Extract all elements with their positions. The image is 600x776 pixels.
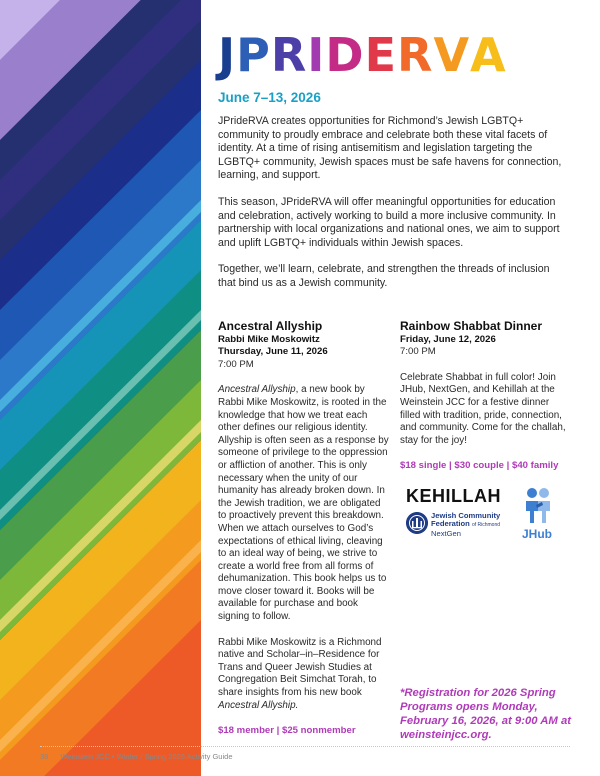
federation-line2: Federation [431,519,470,529]
event-date: Friday, June 12, 2026 [400,333,496,345]
federation-nextgen-logo [406,512,506,544]
event-description: Celebrate Shabbat in full color! Join JHub, NextGen, and Kehillah at the Weinstein JCC for a festive dinner filled with tradition, pride, connection, and community. Come for the challah, stay for the joy! [400,371,566,446]
title-letter: V [433,28,471,82]
page-title [218,30,507,80]
intro-paragraph: JPrideRVA creates opportunities for Richmond’s Jewish LGBTQ+ community to proudly embrace and celebrate both these vital facets of identity. At a time of rising antisemitism and legislation targeting the LGBTQ+ community, Jewish spaces must be safe havens for connection, learning, and support. [218,115,562,182]
event-ancestral-allyship [218,320,390,738]
intro-paragraph: Together, we’ll learn, celebrate, and strengthen the threads of inclusion that bind us as a Jewish community. [218,263,550,289]
event-date: Thursday, June 11, 2026 [218,346,328,358]
title-letter: E [364,28,398,82]
event-time: 7:00 PM [218,358,254,370]
event-title: Rainbow Shabbat Dinner [400,319,543,333]
federation-line1: Jewish Community [431,511,501,520]
event-description [218,384,390,623]
event-price: $18 single | $30 couple | $40 family [400,460,559,472]
footer [40,752,233,761]
page-number: 38 [40,752,49,761]
title-letter: I [307,28,326,82]
speaker-bio [218,637,390,713]
footer-text: Weinstein JCC • Winter / Spring 2026 Activity Guide [60,752,233,761]
jhub-people-icon [518,486,558,526]
event-title: Ancestral Allyship [218,319,323,333]
jhub-label: JHub [522,527,552,541]
registration-note: *Registration for 2026 Spring Programs opens Monday, February 16, 2026, at 9:00 AM at weinsteinjcc.org. [400,687,571,741]
event-time: 7:00 PM [400,346,436,358]
book-title: Ancestral Allyship [218,384,296,396]
title-letter: A [470,28,507,82]
footer-divider [40,746,570,747]
federation-small: of Richmond [471,522,501,529]
jhub-logo [518,486,558,544]
event-speaker: Rabbi Mike Moskowitz [218,333,320,345]
nextgen-label: NextGen [431,528,461,538]
title-letter: R [270,28,308,82]
bio-book-title: Ancestral Allyship. [218,699,299,711]
description-text: , a new book by Rabbi Mike Moskowitz, is rooted in the knowledge that how we treat each other defines our religious identity. Allyship is often seen as a response by someone of privilege to the oppression or affliction of another. This is only necessary when the unity of our humanity has already broken down. In the Jewish tradition, we are obligated to proactively prevent this breakdown. When we attach ourselves to God’s expectations of ethical living, cleaving to an ideal way of being, we strive to create a world free from all forms of dehumanization. This book helps us to move closer toward it. Books will be available for purchase and book signing to follow. [218,384,389,623]
kehillah-logo: KEHILLAH [406,486,501,506]
intro-text [218,115,570,304]
event-price: $18 member | $25 nonmember [218,725,356,737]
title-letter: D [325,28,365,82]
intro-paragraph: This season, JPrideRVA will offer meaningful opportunities for education and celebration, actively working to build a more inclusive community. In partnership with local organizations and national ones, we aim to support and uplift LGBTQ+ individuals within Jewish spaces. [218,195,560,249]
rainbow-stripes-artwork [0,0,201,776]
bio-text: Rabbi Mike Moskowitz is a Richmond native and Scholar–in–Residence for Trans and Queer Jewish Studies at Congregation Beit Simchat Torah, to share insights from his new book [218,636,382,699]
federation-emblem-icon [406,512,428,534]
event-dates: June 7–13, 2026 [218,90,321,105]
event-rainbow-shabbat [400,320,572,473]
title-letter: J [218,28,237,82]
title-letter: R [397,28,434,82]
title-letter: P [236,28,271,82]
